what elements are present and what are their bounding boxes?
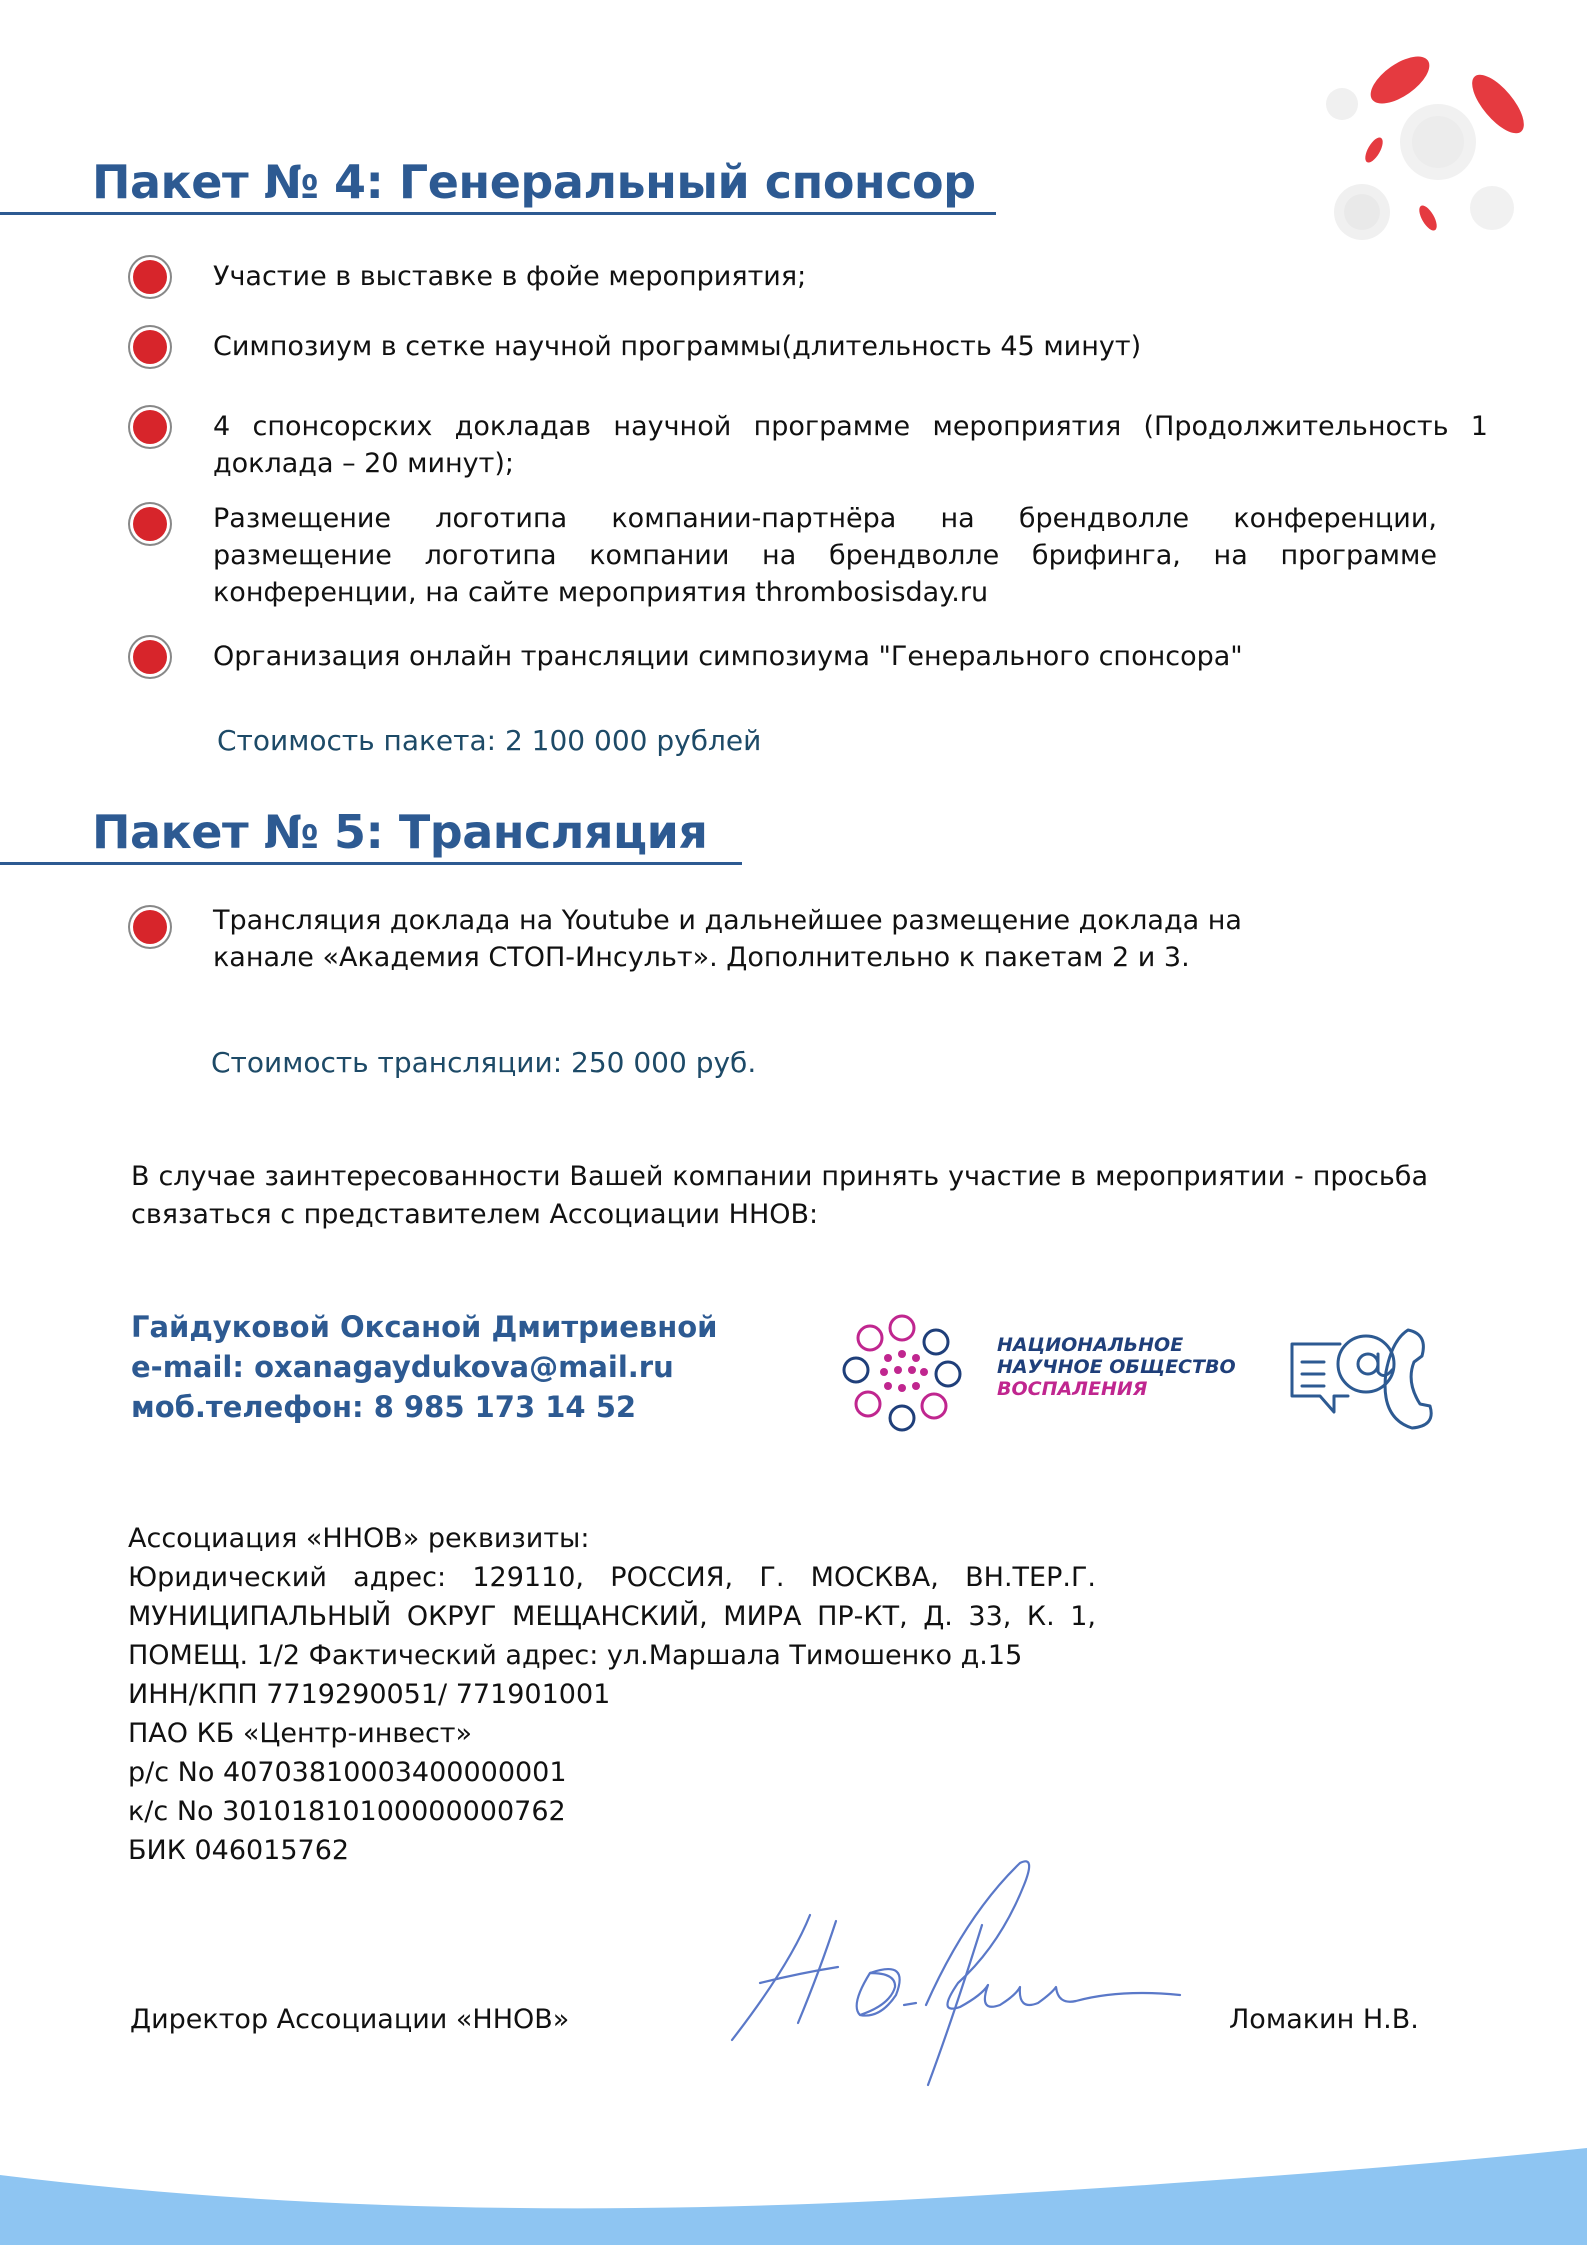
package5-price: Стоимость трансляции: 250 000 руб. — [211, 1046, 757, 1079]
requisites-heading: Ассоциация «ННОВ» реквизиты: — [128, 1523, 590, 1554]
contact-email[interactable]: e-mail: oxanagaydukova@mail.ru — [131, 1350, 674, 1384]
package4-item-1: Участие в выставке в фойе мероприятия; — [213, 261, 807, 292]
requisites-line: Юридический адрес: 129110, РОССИЯ, Г. МОСКВА, ВН.ТЕР.Г. — [128, 1562, 1096, 1593]
signature-name: Ломакин Н.В. — [1229, 2004, 1419, 2035]
package5-title-underline — [0, 862, 742, 865]
package4-title-underline — [0, 212, 996, 215]
bullet-icon — [133, 330, 167, 364]
package4-price: Стоимость пакета: 2 100 000 рублей — [217, 724, 762, 757]
logo-text-line1: НАЦИОНАЛЬНОЕ — [997, 1334, 1184, 1356]
requisites-block — [128, 1519, 1096, 1870]
contact-intro: В случае заинтересованности Вашей компании принять участие в мероприятии - просьба связаться с представителем Ассоциации ННОВ: — [131, 1161, 1428, 1230]
bullet-icon — [133, 410, 167, 444]
bullet-icon — [133, 910, 167, 944]
package4-item-3: 4 спонсорских докладав научной программе мероприятия (Продолжительность 1 доклада – 20 минут); — [213, 411, 1488, 479]
requisites-line: БИК 046015762 — [128, 1835, 350, 1866]
requisites-line: ПАО КБ «Центр-инвест» — [128, 1718, 473, 1749]
logo-text-line2: НАУЧНОЕ ОБЩЕСТВО — [997, 1356, 1236, 1378]
bottom-wave-decoration — [0, 2130, 1587, 2245]
requisites-line: к/с No 30101810100000000762 — [128, 1796, 566, 1827]
package4-item-4: Размещение логотипа компании-партнёра на брендволле конференции, размещение логотипа компании на брендволле брифинга, на программе конференции, на сайте мероприятия thrombosisday.ru — [213, 503, 1437, 608]
package5-title: Пакет № 5: Трансляция — [92, 805, 708, 859]
package4-item-2: Симпозиум в сетке научной программы(длительность 45 минут) — [213, 331, 1142, 362]
email-phone-icon — [1288, 1322, 1438, 1434]
bullet-icon — [133, 260, 167, 294]
contact-name: Гайдуковой Оксаной Дмитриевной — [131, 1310, 718, 1344]
contact-phone: моб.телефон: 8 985 173 14 52 — [131, 1390, 637, 1424]
bullet-icon — [133, 507, 167, 541]
handwritten-signature — [720, 1855, 1190, 2095]
blood-cells-decoration — [1320, 40, 1540, 250]
bullet-icon — [133, 640, 167, 674]
signature-position: Директор Ассоциации «ННОВ» — [130, 2004, 570, 2035]
requisites-line: МУНИЦИПАЛЬНЫЙ ОКРУГ МЕЩАНСКИЙ, МИРА ПР-КТ, Д. 33, К. 1, — [128, 1601, 1096, 1632]
logo-text-line3: ВОСПАЛЕНИЯ — [997, 1378, 1148, 1400]
package4-title: Пакет № 4: Генеральный спонсор — [92, 155, 976, 209]
package4-item-5: Организация онлайн трансляции симпозиума "Генерального спонсора" — [213, 641, 1243, 672]
package5-item-1: Трансляция доклада на Youtube и дальнейшее размещение доклада на канале «Академия СТОП-Инсульт». Дополнительно к пакетам 2 и 3. — [213, 905, 1242, 973]
nnov-logo-emblem — [836, 1304, 968, 1436]
requisites-line: р/с No 40703810003400000001 — [128, 1757, 567, 1788]
requisites-line: ПОМЕЩ. 1/2 Фактический адрес: ул.Маршала Тимошенко д.15 — [128, 1640, 1023, 1671]
requisites-line: ИНН/КПП 7719290051/ 771901001 — [128, 1679, 611, 1710]
